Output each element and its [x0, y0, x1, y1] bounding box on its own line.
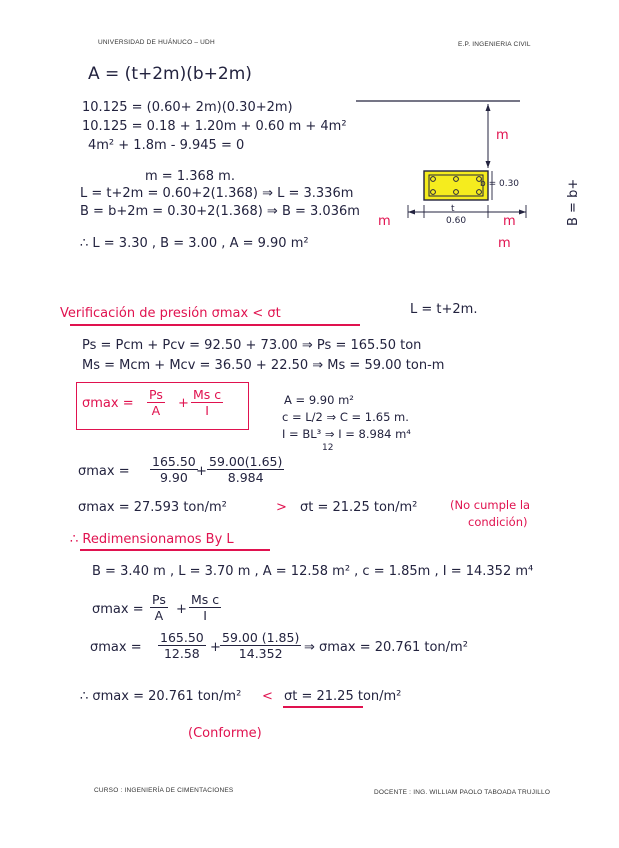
- area-formula: A = (t+2m)(b+2m): [88, 64, 252, 84]
- I-value: I = BL³ ⇒ I = 8.984 m⁴: [282, 427, 411, 441]
- m-value: m = 1.368 m.: [145, 169, 235, 184]
- t-label: t: [451, 204, 455, 214]
- b-dimension-label: b = 0.30: [480, 179, 520, 189]
- resize-calc-lhs: σmax =: [90, 640, 142, 655]
- resize-formula-fraction-1: [150, 592, 168, 623]
- no-cumple-line-1: (No cumple la: [450, 498, 531, 512]
- formula-plus: +: [178, 396, 189, 411]
- formula-fraction-1: [147, 387, 165, 418]
- m-left-label: m: [378, 214, 391, 229]
- resize-formula-plus: +: [176, 602, 187, 617]
- resize-calc-n2: 59.00 (1.85): [222, 630, 300, 645]
- B-side-label: B = b+: [566, 178, 581, 226]
- smax-fraction-2: [207, 454, 284, 485]
- smax-d2: 8.984: [227, 470, 264, 485]
- st-value: σt = 21.25 ton/m²: [300, 500, 418, 515]
- formula-lhs: σmax =: [82, 396, 134, 411]
- resize-f2-num: Ms c: [191, 592, 220, 607]
- footer-teacher: DOCENTE : ING. WILLIAM PAOLO TABOADA TRUJILLO: [374, 789, 551, 796]
- footer-course: CURSO : INGENIERÍA DE CIMENTACIONES: [94, 787, 234, 794]
- resize-calc-d1: 12.58: [163, 646, 200, 661]
- L-formula: L = t+2m.: [410, 302, 478, 317]
- resize-calc-n1: 165.50: [160, 630, 204, 645]
- no-cumple-line-2: condición): [468, 515, 528, 529]
- resize-f2-den: I: [203, 608, 207, 623]
- L-line: L = t+2m = 0.60+2(1.368) ⇒ L = 3.336m: [80, 186, 354, 201]
- resize-calc-d2: 14.352: [238, 646, 283, 661]
- resize-formula-fraction-2: [189, 592, 221, 623]
- header-school: E.P. INGENIERIA CIVIL: [458, 41, 531, 48]
- area-line-2: 10.125 = 0.18 + 1.20m + 0.60 m + 4m²: [82, 119, 347, 134]
- c-value: c = L/2 ⇒ C = 1.65 m.: [282, 410, 409, 424]
- verification-underline: [70, 324, 360, 326]
- resize-f1-num: Ps: [152, 592, 166, 607]
- smax-fraction-1: [150, 454, 198, 485]
- formula-fraction-2: [191, 387, 223, 418]
- m-bottom-label: m: [498, 236, 511, 251]
- smax-n1: 165.50: [152, 454, 196, 469]
- resize-calc-fraction-2: [220, 630, 301, 661]
- formula-f2-num: Ms c: [193, 387, 222, 402]
- verification-title: Verificación de presión σmax < σt: [60, 306, 281, 321]
- B-line: B = b+2m = 0.30+2(1.368) ⇒ B = 3.036m: [80, 204, 360, 219]
- smax-n2: 59.00(1.65): [209, 454, 283, 469]
- resize-calc-plus: +: [210, 640, 221, 655]
- resize-underline: [80, 549, 270, 551]
- formula-f1-num: Ps: [149, 387, 163, 402]
- final-st-underline: [283, 706, 363, 708]
- dimension-result: ∴ L = 3.30 , B = 3.00 , A = 9.90 m²: [80, 236, 309, 251]
- resize-values: B = 3.40 m , L = 3.70 m , A = 12.58 m² , c = 1.85m , I = 14.352 m⁴: [92, 564, 534, 579]
- m-right-label: m: [503, 214, 516, 229]
- resize-calc-result: ⇒ σmax = 20.761 ton/m²: [304, 640, 468, 655]
- resize-formula-lhs: σmax =: [92, 602, 144, 617]
- ms-line: Ms = Mcm + Mcv = 36.50 + 22.50 ⇒ Ms = 59.00 ton-m: [82, 358, 445, 373]
- ps-line: Ps = Pcm + Pcv = 92.50 + 73.00 ⇒ Ps = 165.50 ton: [82, 338, 422, 353]
- final-smax: ∴ σmax = 20.761 ton/m²: [80, 689, 242, 704]
- area-line-1: 10.125 = (0.60+ 2m)(0.30+2m): [82, 100, 293, 115]
- header-university: UNIVERSIDAD DE HUÁNUCO – UDH: [98, 39, 215, 46]
- A-value: A = 9.90 m²: [284, 393, 354, 407]
- m-top-label: m: [496, 128, 509, 143]
- formula-f2-den: I: [205, 403, 209, 418]
- smax-result: σmax = 27.593 ton/m²: [78, 500, 227, 515]
- smax-lhs: σmax =: [78, 464, 130, 479]
- smax-plus: +: [196, 464, 207, 479]
- less-than-sign: <: [262, 689, 273, 704]
- formula-f1-den: A: [151, 403, 161, 418]
- smax-d1: 9.90: [159, 470, 188, 485]
- resize-calc-fraction-1: [158, 630, 206, 661]
- t-dimension-label: 0.60: [446, 216, 467, 226]
- resize-title: ∴ Redimensionamos By L: [70, 532, 234, 547]
- conforme-label: (Conforme): [188, 726, 262, 741]
- I-divisor: 12: [322, 443, 334, 453]
- final-st: σt = 21.25 ton/m²: [284, 689, 402, 704]
- greater-than-sign: >: [276, 500, 287, 515]
- resize-f1-den: A: [154, 608, 164, 623]
- area-line-3: 4m² + 1.8m - 9.945 = 0: [88, 138, 245, 153]
